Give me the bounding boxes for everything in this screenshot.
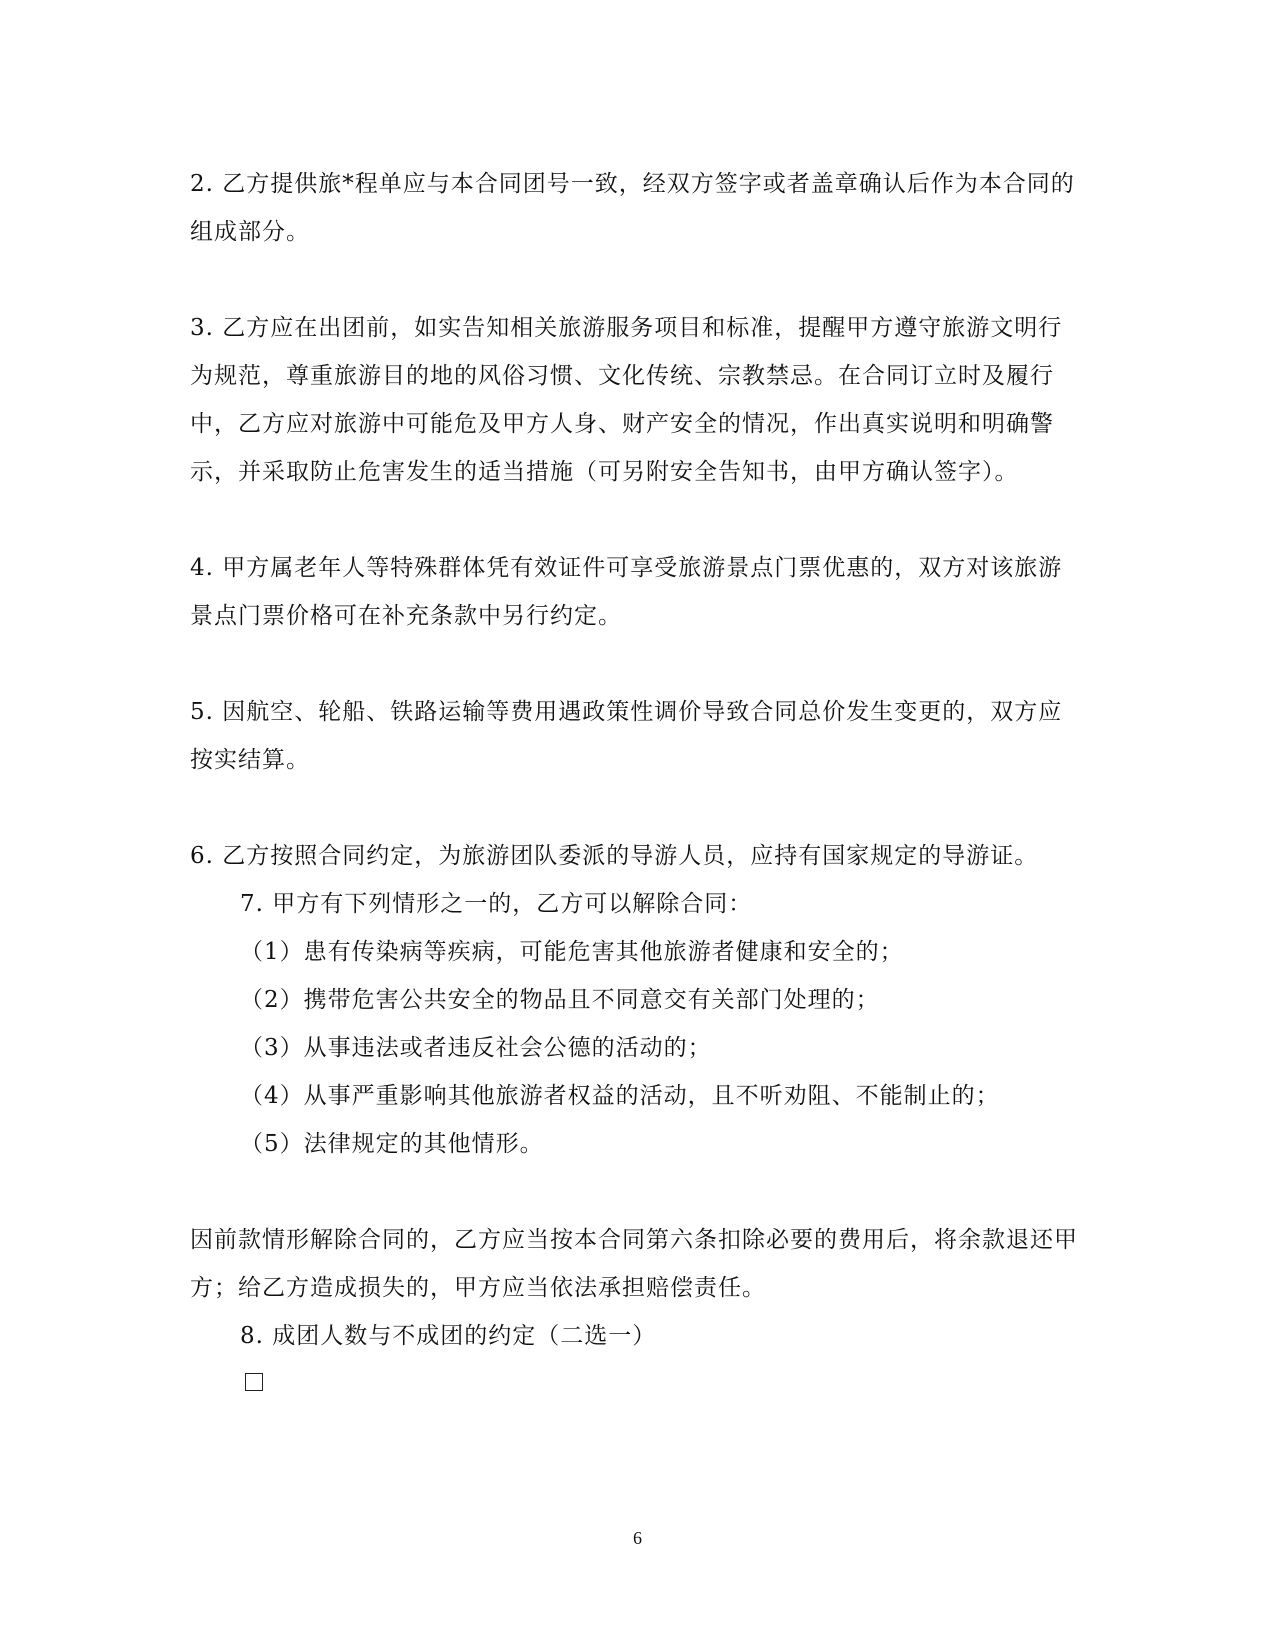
checkbox-option-line (190, 1360, 1080, 1408)
item-8-heading: 8. 成团人数与不成团的约定（二选一） (240, 1323, 657, 1349)
item-7-heading: 7. 甲方有下列情形之一的，乙方可以解除合同： (240, 891, 753, 917)
paragraph-3: 3. 乙方应在出团前，如实告知相关旅游服务项目和标准，提醒甲方遵守旅游文明行为规范，尊重旅游目的地的风俗习惯、文化传统、宗教禁忌。在合同订立时及履行中，乙方应对旅游中可能危及甲方人身、财产安全的情况，作出真实说明和明确警示，并采取防止危害发生的适当措施（可另附安全告知书，由甲方确认签字）。 (190, 315, 1063, 485)
item-7-subitem-1: （1）患有传染病等疾病，可能危害其他旅游者健康和安全的； (240, 939, 904, 965)
page-number: 6 (633, 1528, 642, 1548)
checkbox-icon[interactable] (245, 1373, 263, 1391)
termination-refund-paragraph: 因前款情形解除合同的，乙方应当按本合同第六条扣除必要的费用后，将余款退还甲方；给乙方造成损失的，甲方应当依法承担赔偿责任。 (190, 1227, 1078, 1301)
item-7-subitem-3: （3）从事违法或者违反社会公德的活动的； (240, 1035, 712, 1061)
paragraph-5: 5. 因航空、轮船、铁路运输等费用遇政策性调价导致合同总价发生变更的，双方应按实结算。 (190, 699, 1063, 773)
paragraph-4: 4. 甲方属老年人等特殊群体凭有效证件可享受旅游景点门票优惠的，双方对该旅游景点门票价格可在补充条款中另行约定。 (190, 555, 1063, 629)
paragraph-6: 6. 乙方按照合同约定，为旅游团队委派的导游人员，应持有国家规定的导游证。 (190, 843, 1039, 869)
paragraph-2: 2. 乙方提供旅*程单应与本合同团号一致，经双方签字或者盖章确认后作为本合同的组成部分。 (190, 171, 1075, 245)
item-7-subitem-5: （5）法律规定的其他情形。 (240, 1131, 544, 1157)
document-body (190, 160, 1080, 1408)
item-7-subitem-4: （4）从事严重影响其他旅游者权益的活动，且不听劝阻、不能制止的； (240, 1083, 1000, 1109)
item-7-subitem-2: （2）携带危害公共安全的物品且不同意交有关部门处理的； (240, 987, 880, 1013)
